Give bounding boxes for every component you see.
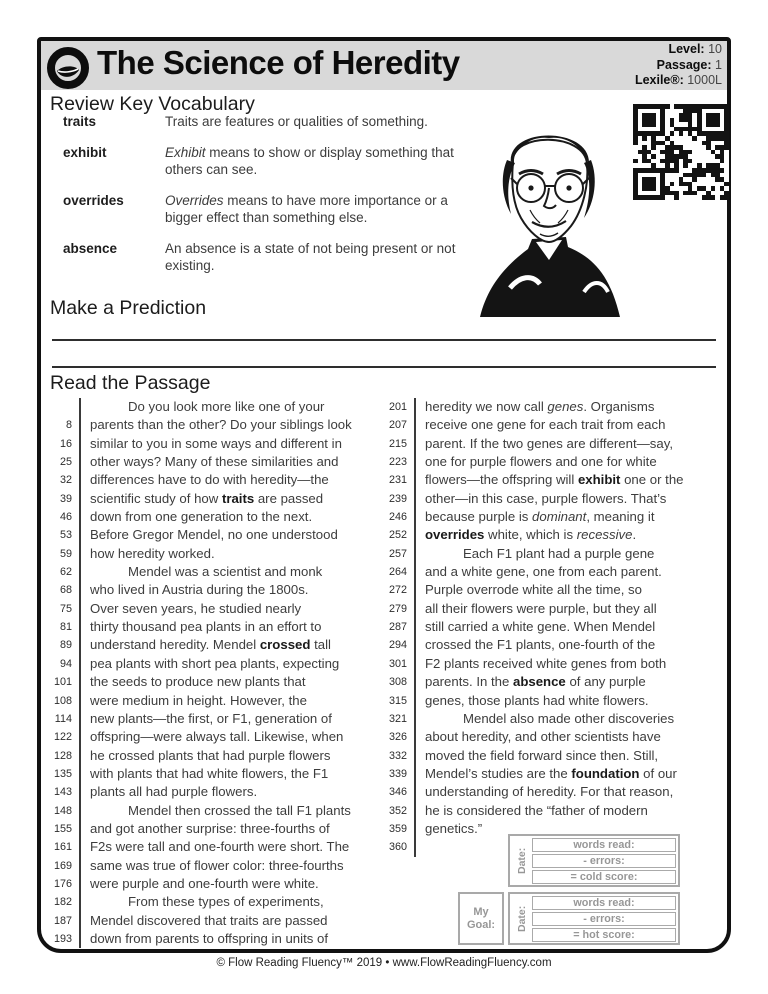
prediction-line-2[interactable] xyxy=(52,366,716,368)
word-count-number: 352 xyxy=(388,804,407,817)
word-count-number: 94 xyxy=(59,657,72,670)
passage-line xyxy=(381,398,717,416)
passage-line-text: who lived in Austria during the 1800s. xyxy=(79,581,380,599)
passage-line xyxy=(381,416,717,434)
word-count-number: 81 xyxy=(59,621,72,634)
passage-line xyxy=(381,747,717,765)
passage-line xyxy=(381,563,717,581)
vocabulary-row xyxy=(63,192,483,227)
word-count-number: 257 xyxy=(388,547,407,560)
hot-score-rows xyxy=(532,896,676,941)
passage-line xyxy=(46,600,380,618)
passage-line-text: Mendel’s studies are the foundation of our xyxy=(414,765,717,783)
level-value: 10 xyxy=(708,42,722,56)
passage-line xyxy=(381,618,717,636)
word-count-number: 53 xyxy=(59,529,72,542)
passage-line-text: down from parents to offspring in units of xyxy=(79,930,380,948)
word-count-number: 272 xyxy=(388,584,407,597)
word-count-number: 215 xyxy=(388,437,407,450)
word-count-number: 169 xyxy=(53,859,72,872)
passage-line xyxy=(381,435,717,453)
lexile-value: 1000L xyxy=(687,73,722,87)
passage-line-text: and a white gene, one from each parent. xyxy=(414,563,717,581)
passage-line xyxy=(46,857,380,875)
passage-line-text: other—in this case, purple flowers. That’s xyxy=(414,490,717,508)
passage-line xyxy=(46,563,380,581)
word-count-number: 193 xyxy=(53,932,72,945)
passage-line-text: all their flowers were purple, but they all xyxy=(414,600,717,618)
passage-line xyxy=(46,655,380,673)
passage-line-text: heredity we now call genes. Organisms xyxy=(414,398,717,416)
passage-line xyxy=(46,893,380,911)
mendel-portrait-image xyxy=(452,92,647,317)
copyright-footer: © Flow Reading Fluency™ 2019 • www.FlowReadingFluency.com xyxy=(216,957,552,969)
my-goal-field[interactable]: My Goal: xyxy=(458,892,504,945)
vocabulary-row xyxy=(63,113,483,131)
word-count-number: 176 xyxy=(53,877,72,890)
passage-line-text: scientific study of how traits are passed xyxy=(79,490,380,508)
word-count-number: 101 xyxy=(53,676,72,689)
word-count-number: 231 xyxy=(388,474,407,487)
passage-line-text: Before Gregor Mendel, no one understood xyxy=(79,526,380,544)
word-count-number: 32 xyxy=(59,474,72,487)
passage-line xyxy=(381,655,717,673)
word-count-number: 301 xyxy=(388,657,407,670)
vocabulary-term: traits xyxy=(63,114,97,129)
passage-line xyxy=(381,490,717,508)
word-count-number: 239 xyxy=(388,492,407,505)
passage-line xyxy=(381,581,717,599)
vocabulary-heading: Review Key Vocabulary xyxy=(50,93,255,115)
word-count-number: 321 xyxy=(388,712,407,725)
passage-line xyxy=(46,453,380,471)
passage-line-text: understand heredity. Mendel crossed tall xyxy=(79,636,380,654)
word-count-number: 59 xyxy=(59,547,72,560)
word-count-number: 128 xyxy=(53,749,72,762)
word-count-number: 16 xyxy=(59,437,72,450)
passage-line xyxy=(46,838,380,856)
word-count-number: 68 xyxy=(59,584,72,597)
score-field[interactable]: words read: xyxy=(532,896,676,910)
word-count-number: 89 xyxy=(59,639,72,652)
passage-value: 1 xyxy=(715,57,722,72)
passage-line-text: pea plants with short pea plants, expecting xyxy=(79,655,380,673)
passage-line xyxy=(46,435,380,453)
passage-line-text: he is considered the “father of modern xyxy=(414,802,717,820)
passage-line xyxy=(381,692,717,710)
passage-meta xyxy=(560,42,722,89)
vocabulary-term: overrides xyxy=(63,192,124,208)
passage-line-text: offspring—were always tall. Likewise, when xyxy=(79,728,380,746)
cold-date-field[interactable]: Date: xyxy=(516,847,528,874)
passage-line-text: thirty thousand pea plants in an effort to xyxy=(79,618,380,636)
passage-line-text: moved the field forward since then. Still, xyxy=(414,747,717,765)
passage-line xyxy=(381,728,717,746)
passage-line xyxy=(46,747,380,765)
passage-line xyxy=(46,636,380,654)
passage-heading: Read the Passage xyxy=(50,372,211,394)
passage-line xyxy=(46,728,380,746)
passage-line-text: Each F1 plant had a purple gene xyxy=(414,545,717,563)
passage-line xyxy=(46,673,380,691)
passage-line xyxy=(46,820,380,838)
passage-line xyxy=(46,783,380,801)
passage-line xyxy=(381,453,717,471)
word-count-number: 182 xyxy=(53,896,72,909)
passage-line-text: the seeds to produce new plants that xyxy=(79,673,380,691)
passage-line-text: same was true of flower color: three-fourths xyxy=(79,857,380,875)
passage-line xyxy=(381,508,717,526)
passage-line xyxy=(46,692,380,710)
passage-line xyxy=(46,471,380,489)
word-count-number: 75 xyxy=(59,602,72,615)
word-count-number: 114 xyxy=(54,712,72,725)
word-count-number: 332 xyxy=(388,749,407,762)
passage-line xyxy=(46,875,380,893)
word-count-number: 207 xyxy=(388,419,407,432)
vocabulary-term: exhibit xyxy=(63,144,107,160)
word-count-number: 252 xyxy=(388,529,407,542)
passage-line-text: Do you look more like one of your xyxy=(79,398,380,416)
passage-line xyxy=(46,912,380,930)
passage-line xyxy=(46,416,380,434)
passage-line xyxy=(381,545,717,563)
word-count-number: 287 xyxy=(388,621,407,634)
prediction-line-1[interactable] xyxy=(52,339,716,341)
passage-line xyxy=(381,600,717,618)
prediction-heading: Make a Prediction xyxy=(50,297,207,319)
passage-line-text: Over seven years, he studied nearly xyxy=(79,600,380,618)
passage-line xyxy=(46,581,380,599)
passage-line xyxy=(46,765,380,783)
passage-line xyxy=(381,526,717,544)
vocabulary-row xyxy=(63,144,483,179)
passage-line-text: differences have to do with heredity—the xyxy=(79,471,380,489)
passage-line-text: From these types of experiments, xyxy=(79,893,380,911)
passage-line xyxy=(46,802,380,820)
page-title: The Science of Heredity xyxy=(97,44,460,81)
score-field[interactable]: words read: xyxy=(532,838,676,852)
cold-score-rows xyxy=(532,838,676,883)
passage-line-text: crossed the F1 plants, one-fourth of the xyxy=(414,636,717,654)
vocabulary-definition: Overrides means to have more importance or a bigger effect than something else. xyxy=(165,192,448,225)
passage-column-right xyxy=(381,398,717,857)
word-count-number: 359 xyxy=(388,822,407,835)
passage-line-text: parent. If the two genes are different—say, xyxy=(414,435,717,453)
passage-line-text: receive one gene for each trait from each xyxy=(414,416,717,434)
passage-line-text: F2s were tall and one-fourth were short. The xyxy=(79,838,380,856)
cold-score-box xyxy=(508,834,680,887)
word-count-number: 279 xyxy=(388,602,407,615)
word-count-number: 122 xyxy=(53,731,72,744)
vocabulary-definition: Traits are features or qualities of something. xyxy=(165,114,428,129)
word-count-number: 148 xyxy=(53,804,72,817)
score-field[interactable]: = cold score: xyxy=(532,870,676,884)
vocabulary-definition: An absence is a state of not being present or not existing. xyxy=(165,240,456,273)
passage-line-text: one for purple flowers and one for white xyxy=(414,453,717,471)
passage-line xyxy=(381,765,717,783)
passage-line-text: he crossed plants that had purple flowers xyxy=(79,747,380,765)
word-count-number: 360 xyxy=(388,841,407,854)
passage-line-text: genes, those plants had white flowers. xyxy=(414,692,717,710)
word-count-number: 201 xyxy=(388,401,407,413)
word-count-number: 294 xyxy=(388,639,407,652)
word-count-number: 108 xyxy=(53,694,72,707)
flow-leaf-circle-icon xyxy=(46,46,90,90)
passage-line xyxy=(46,618,380,636)
word-count-number: 315 xyxy=(388,694,407,707)
word-count-number: 62 xyxy=(59,566,72,579)
word-count-number xyxy=(46,398,79,416)
passage-line-text: with plants that had white flowers, the F1 xyxy=(79,765,380,783)
passage-line-text: Purple overrode white all the time, so xyxy=(414,581,717,599)
passage-line-text: genetics.” xyxy=(414,820,717,838)
word-count-number: 264 xyxy=(388,566,407,579)
passage-line-text: parents. In the absence of any purple xyxy=(414,673,717,691)
passage-line-text: because purple is dominant, meaning it xyxy=(414,508,717,526)
passage-line-text: other ways? Many of these similarities and xyxy=(79,453,380,471)
passage-line-text: about heredity, and other scientists have xyxy=(414,728,717,746)
passage-line-text: new plants—the first, or F1, generation of xyxy=(79,710,380,728)
lexile-label: Lexile®: xyxy=(634,73,684,87)
word-count-number: 135 xyxy=(53,767,72,780)
word-count-number: 326 xyxy=(388,731,407,744)
vocabulary-definition: Exhibit means to show or display something that others can see. xyxy=(165,144,454,177)
word-count-number: 223 xyxy=(388,456,407,469)
passage-line-text: Mendel was a scientist and monk xyxy=(79,563,380,581)
passage-line-text: were purple and one-fourth were white. xyxy=(79,875,380,893)
vocabulary-term: absence xyxy=(63,240,118,256)
word-count-number: 46 xyxy=(59,511,72,524)
word-count-number: 155 xyxy=(53,822,72,835)
hot-date-field[interactable]: Date: xyxy=(516,905,528,932)
passage-line xyxy=(46,930,380,948)
passage-line-text: understanding of heredity. For that reason, xyxy=(414,783,717,801)
passage-line-text: F2 plants received white genes from both xyxy=(414,655,717,673)
passage-line-text: Mendel discovered that traits are passed xyxy=(79,912,380,930)
word-count-number: 39 xyxy=(59,492,72,505)
word-count-number: 339 xyxy=(388,767,407,780)
level-row xyxy=(560,42,722,58)
level-label: Level: xyxy=(668,42,705,56)
passage-line-text: were medium in height. However, the xyxy=(79,692,380,710)
vocabulary-list xyxy=(63,113,483,288)
word-count-number: 25 xyxy=(59,456,72,469)
score-field[interactable]: - errors: xyxy=(532,854,676,868)
word-count-number: 161 xyxy=(53,841,72,854)
passage-line xyxy=(46,508,380,526)
word-count-number: 246 xyxy=(388,511,407,524)
passage-line xyxy=(381,673,717,691)
passage-line-text: how heredity worked. xyxy=(79,545,380,563)
passage-row xyxy=(560,58,722,74)
passage-line xyxy=(381,802,717,820)
score-field[interactable]: - errors: xyxy=(532,912,676,926)
passage-line xyxy=(46,710,380,728)
qr-code xyxy=(633,104,729,200)
passage-line-text: plants all had purple flowers. xyxy=(79,783,380,801)
lexile-row xyxy=(560,73,722,89)
score-field[interactable]: = hot score: xyxy=(532,928,676,942)
word-count-number: 187 xyxy=(53,914,72,927)
passage-column-left xyxy=(46,398,380,948)
passage-line xyxy=(46,526,380,544)
passage-line-text: Mendel then crossed the tall F1 plants xyxy=(79,802,380,820)
passage-line-text: flowers—the offspring will exhibit one or the xyxy=(414,471,717,489)
passage-line xyxy=(381,710,717,728)
word-count-number: 308 xyxy=(388,676,407,689)
passage-label: Passage: xyxy=(656,57,712,72)
word-count-number: 143 xyxy=(53,786,72,799)
passage-line-text: parents than the other? Do your siblings look xyxy=(79,416,380,434)
passage-line xyxy=(381,783,717,801)
passage-line xyxy=(381,636,717,654)
vocabulary-row xyxy=(63,240,483,275)
passage-line-text: down from one generation to the next. xyxy=(79,508,380,526)
passage-line xyxy=(46,398,380,416)
passage-line-text: Mendel also made other discoveries xyxy=(414,710,717,728)
passage-line xyxy=(46,490,380,508)
passage-line-text: still carried a white gene. When Mendel xyxy=(414,618,717,636)
passage-line xyxy=(381,471,717,489)
passage-line-text: overrides white, which is recessive. xyxy=(414,526,717,544)
passage-line-text: similar to you in some ways and different in xyxy=(79,435,380,453)
word-count-number: 346 xyxy=(388,786,407,799)
passage-line xyxy=(46,545,380,563)
passage-line-text: and got another surprise: three-fourths of xyxy=(79,820,380,838)
hot-score-box xyxy=(508,892,680,945)
word-count-number: 8 xyxy=(65,419,72,432)
